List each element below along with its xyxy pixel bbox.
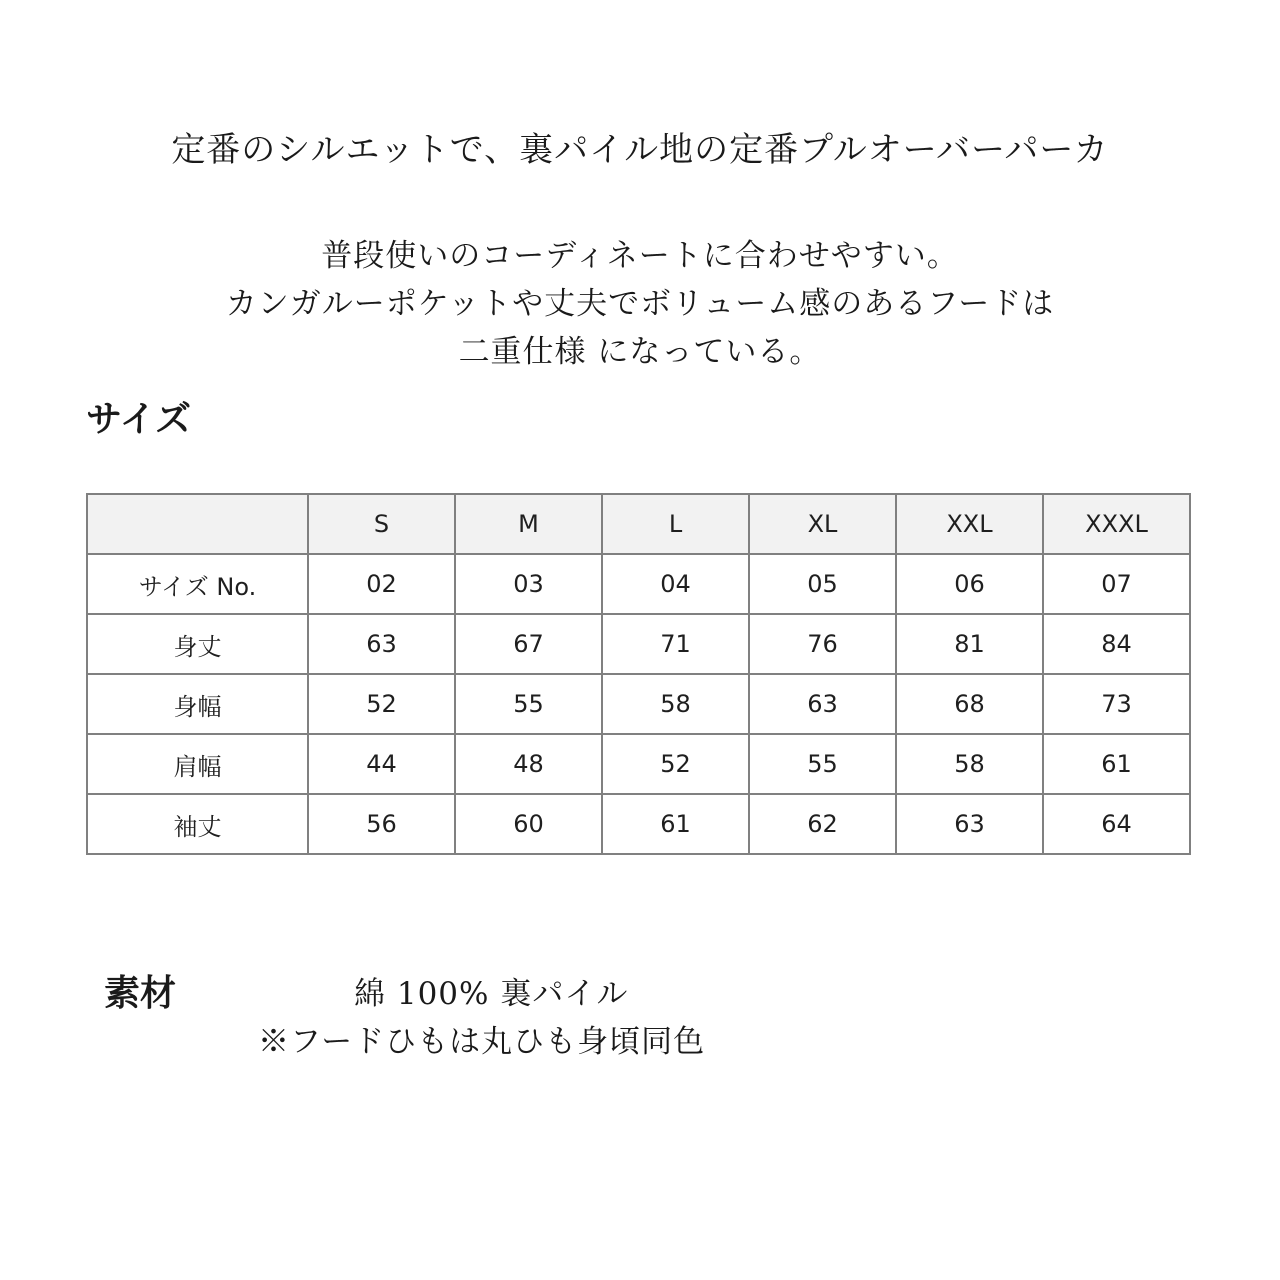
table-cell: 81 [896, 614, 1043, 674]
table-cell: 63 [308, 614, 455, 674]
material-note: ※フードひもは丸ひも身頃同色 [258, 1024, 706, 1060]
table-cell: 61 [602, 794, 749, 854]
table-cell: 58 [896, 734, 1043, 794]
product-headline: 定番のシルエットで、裏パイル地の定番プルオーバーパーカ [171, 130, 1109, 170]
table-cell: 55 [749, 734, 896, 794]
table-row [87, 734, 1190, 794]
row-label: 身幅 [87, 674, 308, 734]
header-cell-size: L [602, 494, 749, 554]
table-cell: 07 [1043, 554, 1190, 614]
table-cell: 71 [602, 614, 749, 674]
size-table-header-row [87, 494, 1190, 554]
table-cell: 63 [749, 674, 896, 734]
description-line: カンガルーポケットや丈夫でボリューム感のあるフードは [225, 286, 1055, 322]
row-label: 肩幅 [87, 734, 308, 794]
table-cell: 73 [1043, 674, 1190, 734]
table-cell: 68 [896, 674, 1043, 734]
table-cell: 05 [749, 554, 896, 614]
table-cell: 63 [896, 794, 1043, 854]
size-section-title: サイズ [86, 399, 192, 440]
row-label: 袖丈 [87, 794, 308, 854]
row-label: サイズ No. [87, 554, 308, 614]
table-cell: 52 [308, 674, 455, 734]
table-row [87, 794, 1190, 854]
table-cell: 62 [749, 794, 896, 854]
table-cell: 55 [455, 674, 602, 734]
header-cell-empty [87, 494, 308, 554]
header-cell-size: M [455, 494, 602, 554]
table-cell: 52 [602, 734, 749, 794]
header-cell-size: XXL [896, 494, 1043, 554]
table-cell: 03 [455, 554, 602, 614]
material-value: 綿 100% 裏パイル [354, 976, 629, 1012]
header-cell-size: XXXL [1043, 494, 1190, 554]
description-line: 二重仕様 になっている。 [458, 334, 822, 370]
table-cell: 04 [602, 554, 749, 614]
table-row [87, 614, 1190, 674]
table-row [87, 554, 1190, 614]
description-line: 普段使いのコーディネートに合わせやすい。 [321, 238, 959, 274]
product-description [0, 232, 1280, 376]
table-cell: 48 [455, 734, 602, 794]
table-row [87, 674, 1190, 734]
size-table [86, 493, 1191, 855]
row-label: 身丈 [87, 614, 308, 674]
material-section-title: 素材 [104, 973, 177, 1014]
table-cell: 60 [455, 794, 602, 854]
table-cell: 56 [308, 794, 455, 854]
table-cell: 76 [749, 614, 896, 674]
table-cell: 02 [308, 554, 455, 614]
table-cell: 44 [308, 734, 455, 794]
header-cell-size: S [308, 494, 455, 554]
table-cell: 84 [1043, 614, 1190, 674]
table-cell: 06 [896, 554, 1043, 614]
table-cell: 61 [1043, 734, 1190, 794]
table-cell: 67 [455, 614, 602, 674]
header-cell-size: XL [749, 494, 896, 554]
table-cell: 58 [602, 674, 749, 734]
table-cell: 64 [1043, 794, 1190, 854]
